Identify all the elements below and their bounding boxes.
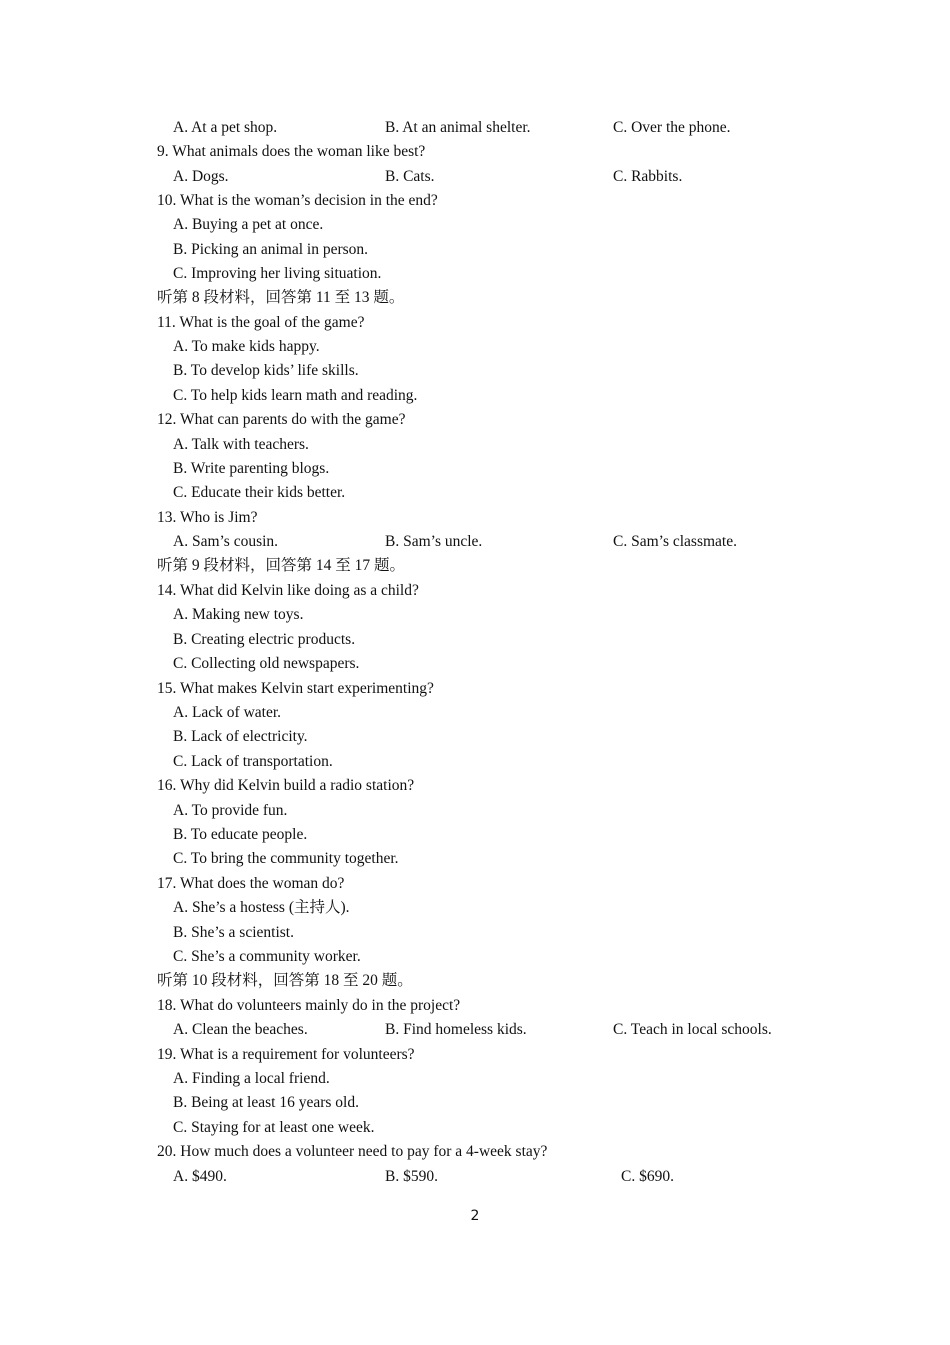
q17-option-b: B. She’s a scientist. bbox=[173, 924, 294, 941]
q15-option-a: A. Lack of water. bbox=[173, 704, 282, 721]
q11-question: 11. What is the goal of the game? bbox=[157, 314, 365, 331]
q14-option-b: B. Creating electric products. bbox=[173, 631, 356, 648]
q17-option-c: C. She’s a community worker. bbox=[173, 948, 361, 965]
page-number: 2 bbox=[470, 1208, 480, 1224]
q16-question: 16. Why did Kelvin build a radio station? bbox=[157, 777, 415, 794]
q17-option-a: A. She’s a hostess (主持人). bbox=[173, 899, 350, 916]
q19-question: 19. What is a requirement for volunteers? bbox=[157, 1046, 415, 1063]
q20-question: 20. How much does a volunteer need to pay for a 4-week stay? bbox=[157, 1143, 548, 1160]
q8-option-c: C. Over the phone. bbox=[613, 119, 731, 136]
q8-option-a: A. At a pet shop. bbox=[173, 119, 278, 136]
q16-option-b: B. To educate people. bbox=[173, 826, 308, 843]
q15-option-c: C. Lack of transportation. bbox=[173, 753, 333, 770]
q20-option-b: B. $590. bbox=[385, 1168, 438, 1185]
q18-option-a: A. Clean the beaches. bbox=[173, 1021, 308, 1038]
q12-option-c: C. Educate their kids better. bbox=[173, 484, 346, 501]
q9-option-b: B. Cats. bbox=[385, 168, 435, 185]
q8-option-b: B. At an animal shelter. bbox=[385, 119, 531, 136]
section-9-header: 听第 9 段材料，回答第 14 至 17 题。 bbox=[157, 557, 406, 574]
q10-option-c: C. Improving her living situation. bbox=[173, 265, 382, 282]
q18-option-b: B. Find homeless kids. bbox=[385, 1021, 527, 1038]
q15-option-b: B. Lack of electricity. bbox=[173, 728, 308, 745]
q11-option-c: C. To help kids learn math and reading. bbox=[173, 387, 418, 404]
q11-option-b: B. To develop kids’ life skills. bbox=[173, 362, 359, 379]
q20-option-c: C. $690. bbox=[621, 1168, 674, 1185]
q14-option-c: C. Collecting old newspapers. bbox=[173, 655, 360, 672]
q19-option-b: B. Being at least 16 years old. bbox=[173, 1094, 359, 1111]
q12-question: 12. What can parents do with the game? bbox=[157, 411, 406, 428]
q9-option-a: A. Dogs. bbox=[173, 168, 229, 185]
q13-option-b: B. Sam’s uncle. bbox=[385, 533, 483, 550]
q13-question: 13. Who is Jim? bbox=[157, 509, 258, 526]
q15-question: 15. What makes Kelvin start experimenting? bbox=[157, 680, 434, 697]
q20-option-a: A. $490. bbox=[173, 1168, 227, 1185]
q12-option-b: B. Write parenting blogs. bbox=[173, 460, 330, 477]
q18-question: 18. What do volunteers mainly do in the project? bbox=[157, 997, 461, 1014]
q17-question: 17. What does the woman do? bbox=[157, 875, 345, 892]
q13-option-a: A. Sam’s cousin. bbox=[173, 533, 279, 550]
q12-option-a: A. Talk with teachers. bbox=[173, 436, 309, 453]
q14-option-a: A. Making new toys. bbox=[173, 606, 304, 623]
q19-option-c: C. Staying for at least one week. bbox=[173, 1119, 375, 1136]
section-10-header: 听第 10 段材料，回答第 18 至 20 题。 bbox=[157, 972, 413, 989]
q18-option-c: C. Teach in local schools. bbox=[613, 1021, 772, 1038]
q14-question: 14. What did Kelvin like doing as a child? bbox=[157, 582, 419, 599]
q16-option-c: C. To bring the community together. bbox=[173, 850, 399, 867]
q10-option-b: B. Picking an animal in person. bbox=[173, 241, 369, 258]
q19-option-a: A. Finding a local friend. bbox=[173, 1070, 330, 1087]
q13-option-c: C. Sam’s classmate. bbox=[613, 533, 737, 550]
q9-option-c: C. Rabbits. bbox=[613, 168, 683, 185]
section-8-header: 听第 8 段材料，回答第 11 至 13 题。 bbox=[157, 289, 405, 306]
q11-option-a: A. To make kids happy. bbox=[173, 338, 320, 355]
q16-option-a: A. To provide fun. bbox=[173, 802, 288, 819]
q10-option-a: A. Buying a pet at once. bbox=[173, 216, 324, 233]
q9-question: 9. What animals does the woman like best? bbox=[157, 143, 426, 160]
q10-question: 10. What is the woman’s decision in the end? bbox=[157, 192, 438, 209]
